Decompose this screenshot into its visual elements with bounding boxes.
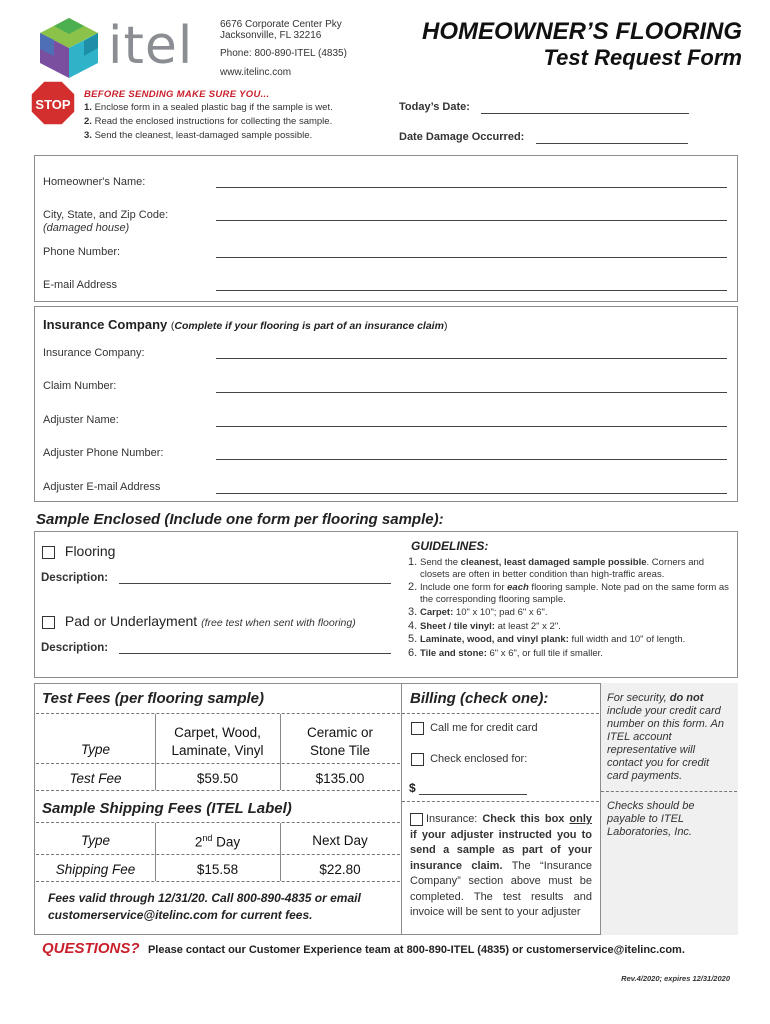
pad-note: (free test when sent with flooring) xyxy=(201,617,356,629)
adjuster-email-label: Adjuster E-mail Address xyxy=(43,481,161,493)
questions-line xyxy=(42,940,685,958)
homeowner-name-label: Homeowner's Name: xyxy=(43,176,146,188)
test-fees-title: Test Fees (per flooring sample) xyxy=(42,690,264,707)
city-state-zip-label: City, State, and Zip Code: (damaged house) xyxy=(43,209,169,234)
flooring-option xyxy=(42,543,115,559)
fees-col2-header: Ceramic or Stone Tile xyxy=(306,725,373,758)
pad-checkbox[interactable] xyxy=(42,616,55,629)
sample-enclosed-title: Sample Enclosed (Include one form per flooring sample): xyxy=(36,511,444,528)
ship-bottom-divider xyxy=(36,881,400,882)
address-line2: Jacksonville, FL 32216 xyxy=(220,30,322,41)
check-amount-prefix: $ xyxy=(409,781,416,795)
guidelines-title: GUIDELINES: xyxy=(411,539,489,553)
todays-date-label: Today’s Date: xyxy=(399,101,470,113)
fees-type-header: Type xyxy=(80,742,110,757)
shipping-fee-col1: $15.58 xyxy=(196,862,239,877)
logo-text: itel xyxy=(108,16,194,76)
billing-call-option xyxy=(411,722,538,735)
email-address-label: E-mail Address xyxy=(43,279,117,291)
insurance-billing-checkbox[interactable] xyxy=(410,813,423,826)
damage-date-label: Date Damage Occurred: xyxy=(399,131,525,143)
billing-check-option xyxy=(411,753,527,766)
billing-insurance-option: Insurance: Check this box only if your adjuster instructed you to send a sample as part of your insurance claim. The “Insurance Company” section above must be completed. The test results and invoice will be sent to your adjuster xyxy=(410,813,593,918)
checklist-item: 2. Read the enclosed instructions for collecting the sample. xyxy=(84,116,333,127)
security-divider xyxy=(601,791,737,792)
claim-number-field[interactable] xyxy=(216,392,727,393)
address-line1: 6676 Corporate Center Pky xyxy=(220,19,342,30)
questions-label: QUESTIONS? xyxy=(42,940,140,957)
insurance-section-title: Insurance Company (Complete if your flooring is part of an insurance claim) xyxy=(43,317,448,332)
guideline-item: 6. Tile and stone: 6" x 6", or full tile if smaller. xyxy=(408,646,603,659)
pad-option xyxy=(42,613,356,629)
todays-date-field[interactable] xyxy=(481,113,689,114)
checklist-item: 3. Send the cleanest, least-damaged sample possible. xyxy=(84,130,313,141)
adjuster-name-label: Adjuster Name: xyxy=(43,414,119,426)
pad-description-field[interactable] xyxy=(119,653,391,654)
company-phone: Phone: 800-890-ITEL (4835) xyxy=(220,48,347,59)
test-fee-label: Test Fee xyxy=(69,771,122,786)
ship-col2-header: Next Day xyxy=(312,833,368,848)
check-amount-field[interactable] xyxy=(419,794,527,795)
guideline-item: 3. Carpet: 10" x 10"; pad 6" x 6". xyxy=(408,606,548,618)
flooring-description-label: Description: xyxy=(41,572,109,584)
logo xyxy=(36,16,201,82)
billing-mid-divider xyxy=(402,801,599,802)
test-fee-col1: $59.50 xyxy=(196,771,239,786)
logo-cube-icon xyxy=(36,16,102,80)
city-state-zip-field[interactable] xyxy=(216,220,727,221)
shipping-fee-label: Shipping Fee xyxy=(55,862,136,877)
company-address xyxy=(220,19,347,78)
checklist-heading: BEFORE SENDING MAKE SURE YOU... xyxy=(84,89,270,100)
adjuster-phone-field[interactable] xyxy=(216,459,727,460)
check-enclosed-checkbox[interactable] xyxy=(411,753,424,766)
damage-date-field[interactable] xyxy=(536,143,688,144)
flooring-label: Flooring xyxy=(64,543,116,559)
call-credit-card-label: Call me for credit card xyxy=(430,722,538,735)
insurance-section xyxy=(34,306,738,502)
guidelines-list xyxy=(408,557,730,659)
shipping-fee-col2: $22.80 xyxy=(319,862,361,877)
phone-number-label: Phone Number: xyxy=(43,246,121,258)
checklist xyxy=(84,101,333,143)
insurance-company-field[interactable] xyxy=(216,358,727,359)
test-fee-col2: $135.00 xyxy=(315,771,365,786)
shipping-fees-title: Sample Shipping Fees (ITEL Label) xyxy=(42,800,292,817)
company-website: www.itelinc.com xyxy=(220,67,292,78)
guideline-item: 2. Include one form for each flooring sample. Note pad on the same form as the corresponding flooring sample. xyxy=(408,581,729,605)
pad-label: Pad or Underlayment xyxy=(64,613,198,629)
phone-number-field[interactable] xyxy=(216,257,727,258)
adjuster-phone-label: Adjuster Phone Number: xyxy=(43,447,164,459)
flooring-checkbox[interactable] xyxy=(42,546,55,559)
stop-sign-icon xyxy=(30,80,76,126)
stop-sign-text: STOP xyxy=(35,97,71,112)
fees-row-divider xyxy=(36,763,400,764)
homeowner-name-field[interactable] xyxy=(216,187,727,188)
fees-col1-header: Carpet, Wood, Laminate, Vinyl xyxy=(171,725,264,758)
email-address-field[interactable] xyxy=(216,290,727,291)
guideline-item: 4. Sheet / tile vinyl: at least 2" x 2". xyxy=(408,619,561,632)
fees-billing-divider xyxy=(401,683,402,935)
form-title: HOMEOWNER’S FLOORING xyxy=(422,18,742,45)
security-note: For security, do not include your credit card number on this form. An ITEL account representative will contact you for credit card payments. xyxy=(607,692,724,782)
checks-payable-note: Checks should be payable to ITEL Laboratories, Inc. xyxy=(607,800,695,838)
form-subtitle: Test Request Form xyxy=(543,45,742,70)
fees-bottom-divider xyxy=(36,790,400,791)
ship-row-divider xyxy=(36,854,400,855)
adjuster-name-field[interactable] xyxy=(216,426,727,427)
contact-text: Please contact our Customer Experience team at 800-890-ITEL (4835) or customerservice@itelinc.com. xyxy=(147,944,685,956)
check-enclosed-label: Check enclosed for: xyxy=(430,753,528,766)
shipping-divider xyxy=(36,822,400,823)
ship-col1-header: 2nd Day xyxy=(194,833,241,850)
claim-number-label: Claim Number: xyxy=(43,380,117,392)
insurance-company-label: Insurance Company: xyxy=(43,347,145,359)
fees-valid-note: Fees valid through 12/31/20. Call 800-890-4835 or email customerservice@itelinc.com for current fees. xyxy=(48,891,361,922)
fees-divider xyxy=(36,713,400,714)
ship-type-header: Type xyxy=(80,833,110,848)
guideline-item: 5. Laminate, wood, and vinyl plank: full width and 10" of length. xyxy=(408,633,686,645)
billing-title: Billing (check one): xyxy=(410,690,549,707)
checklist-item: 1. Enclose form in a sealed plastic bag if the sample is wet. xyxy=(84,102,333,113)
pad-description-label: Description: xyxy=(41,642,109,654)
billing-divider xyxy=(402,713,599,714)
flooring-description-field[interactable] xyxy=(119,583,391,584)
adjuster-email-field[interactable] xyxy=(216,493,727,494)
guideline-item: 1. Send the cleanest, least damaged sample possible. Corners and closets are often in better condition than high-traffic areas. xyxy=(408,556,705,580)
call-credit-card-checkbox[interactable] xyxy=(411,722,424,735)
revision-note: Rev.4/2020; expires 12/31/2020 xyxy=(621,974,730,983)
